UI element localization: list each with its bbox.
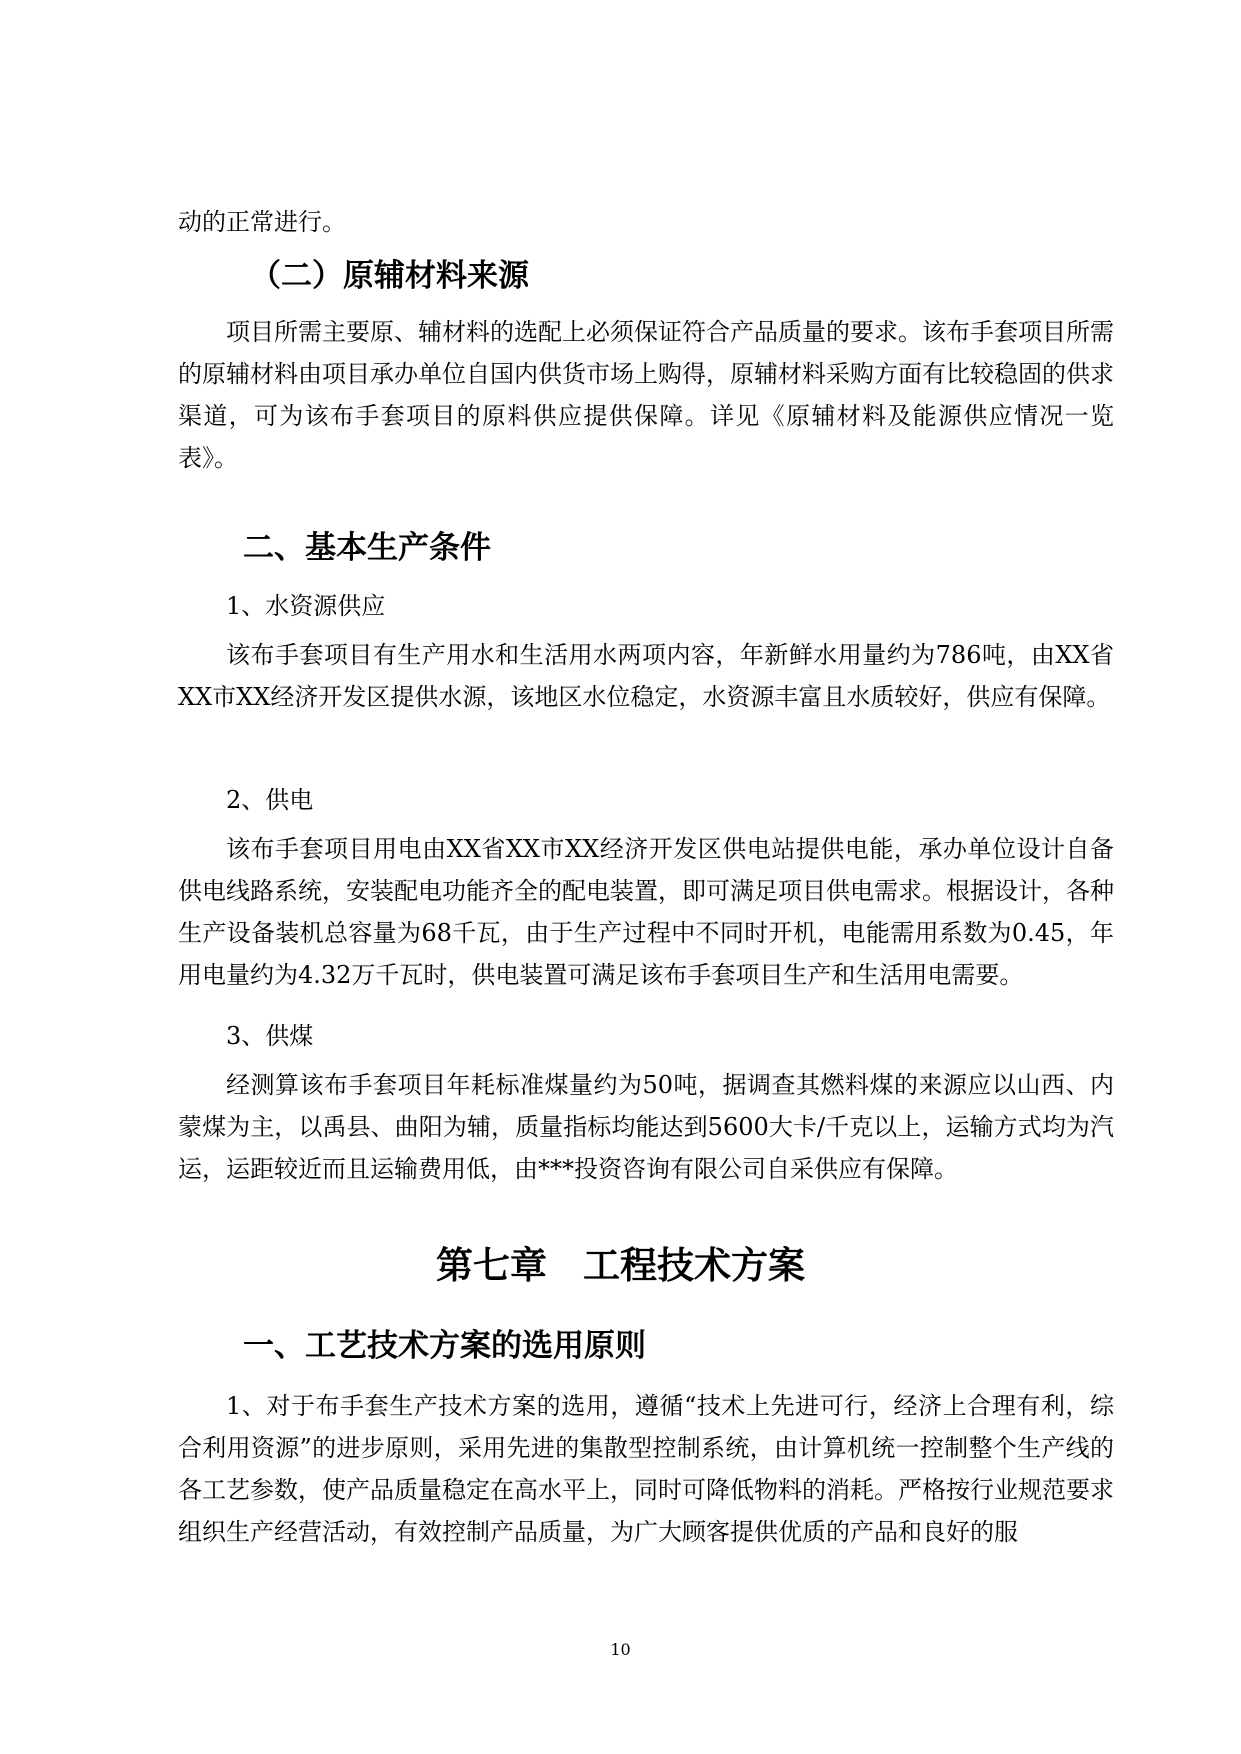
item-title-coal: 3、供煤	[226, 1022, 314, 1050]
paragraph-raw-materials: 项目所需主要原、辅材料的选配上必须保证符合产品质量的要求。该布手套项目所需的原辅材料由项目承办单位自国内供货市场上购得，原辅材料采购方面有比较稳固的供求渠道，可为该布手套项目的原料供应提供保障。详见《原辅材料及能源供应情况一览表》。	[178, 318, 1114, 472]
paragraph-process-principles: 1、对于布手套生产技术方案的选用，遵循“技术上先进可行，经济上合理有利，综合利用资源”的进步原则，采用先进的集散型控制系统，由计算机统一控制整个生产线的各工艺参数，使产品质量稳定在高水平上，同时可降低物料的消耗。严格按行业规范要求组织生产经营活动，有效控制产品质量，为广大顾客提供优质的产品和良好的服	[178, 1392, 1114, 1546]
paragraph-water: 该布手套项目有生产用水和生活用水两项内容，年新鲜水用量约为786吨，由XX省XX市XX经济开发区提供水源，该地区水位稳定，水资源丰富且水质较好，供应有保障。	[178, 641, 1114, 711]
item-title-power: 2、供电	[226, 786, 314, 814]
page-number: 10	[610, 1640, 631, 1659]
section-heading-process-principles: 一、工艺技术方案的选用原则	[243, 1328, 646, 1364]
item-title-water: 1、水资源供应	[226, 592, 386, 620]
chapter-name: 工程技术方案	[583, 1244, 805, 1287]
section-heading-raw-materials: （二）原辅材料来源	[250, 258, 529, 294]
paragraph-power: 该布手套项目用电由XX省XX市XX经济开发区供电站提供电能，承办单位设计自备供电线路系统，安装配电功能齐全的配电装置，即可满足项目供电需求。根据设计，各种生产设备装机总容量为68千瓦，由于生产过程中不同时开机，电能需用系数为0.45，年用电量约为4.32万千瓦时，供电装置可满足该布手套项目生产和生活用电需要。	[178, 835, 1114, 989]
paragraph-continuation: 动的正常进行。	[178, 208, 346, 236]
paragraph-coal: 经测算该布手套项目年耗标准煤量约为50吨，据调查其燃料煤的来源应以山西、内蒙煤为主，以禹县、曲阳为辅，质量指标均能达到5600大卡/千克以上，运输方式均为汽运，运距较近而且运输费用低，由***投资咨询有限公司自采供应有保障。	[178, 1071, 1114, 1183]
chapter-title	[0, 1244, 1241, 1288]
chapter-number: 第七章	[436, 1244, 547, 1287]
section-heading-basic-conditions: 二、基本生产条件	[243, 530, 491, 566]
